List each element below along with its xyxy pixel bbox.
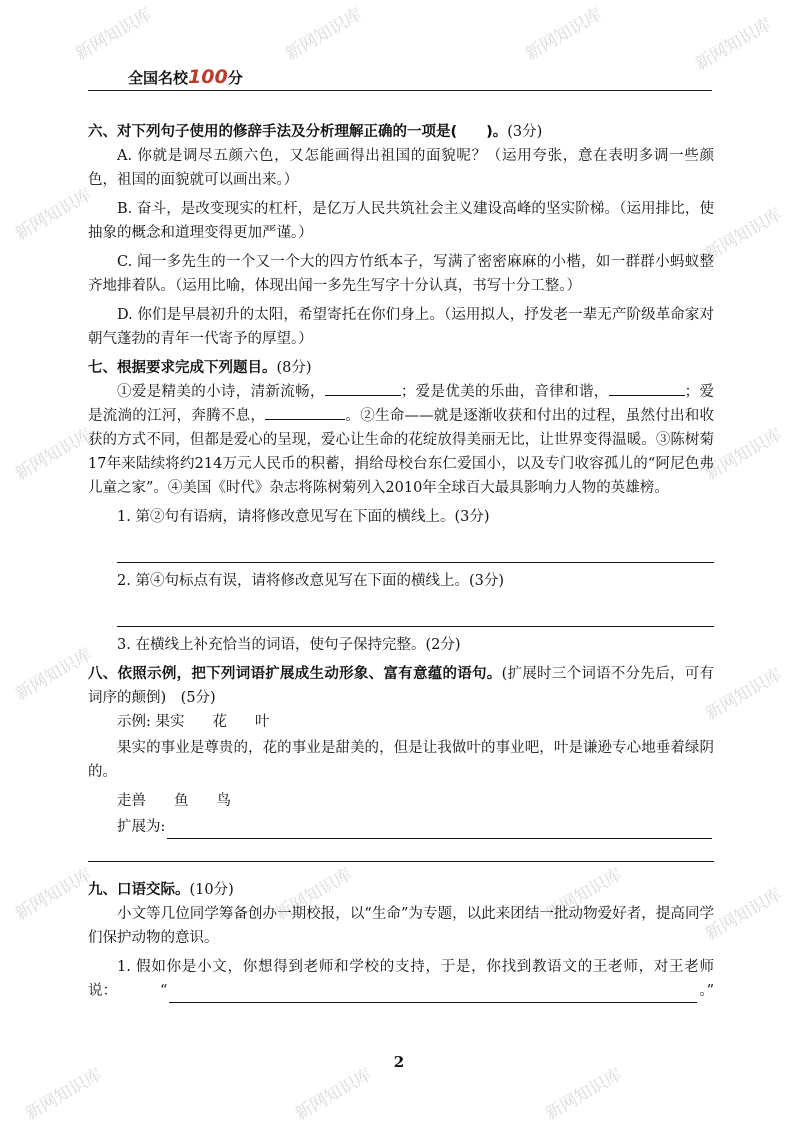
q8-example-words: 示例: 果实 花 叶 xyxy=(117,714,270,730)
q7-sub-2: 2. 第④句标点有误，请将修改意见写在下面的横线上。(3分) xyxy=(117,573,504,589)
brand-100: 100 xyxy=(188,66,228,88)
watermark: 新网知识库 xyxy=(701,884,786,945)
q8-task-words: 走兽 鱼 鸟 xyxy=(117,793,231,809)
watermark: 新网知识库 xyxy=(691,14,776,75)
watermark: 新网知识库 xyxy=(701,664,786,725)
q8-title: 八、依照示例，把下列词语扩展成生动形象、富有意蕴的语句。(扩展时三个词语不分先后，可有词序的颠倒) (5分) xyxy=(88,666,714,706)
watermark: 新网知识库 xyxy=(11,424,96,485)
brand-suffix: 分 xyxy=(227,69,243,87)
watermark: 新网知识库 xyxy=(281,4,366,65)
q9-answer-row xyxy=(160,979,714,1003)
fill-blank-1[interactable] xyxy=(325,381,401,396)
brand-prefix: 全国名校 xyxy=(128,69,189,87)
watermark: 新网知识库 xyxy=(541,864,626,925)
watermark: 新网知识库 xyxy=(271,864,356,925)
q9-title: 九、口语交际。(10分) xyxy=(88,882,234,898)
q7-sub-2-answer-line[interactable] xyxy=(117,598,714,627)
header-rule xyxy=(88,90,712,91)
q9-answer-line[interactable] xyxy=(169,984,697,1003)
watermark: 新网知识库 xyxy=(11,184,96,245)
q6-title: 六、对下列句子使用的修辞手法及分析理解正确的一项是( )。(3分) xyxy=(88,124,543,140)
quote-open: “ xyxy=(160,983,168,999)
page-number: 2 xyxy=(393,1053,405,1071)
q8-expand-answer-line[interactable] xyxy=(167,820,712,839)
q7-passage: ①爱是精美的小诗，清新流畅， ；爱是优美的乐曲，音律和谐， ；爱是流淌的江河，奔腾不息， 。②生命——就是逐渐收获和付出的过程，虽然付出和收获的方式不同，但都是爱心的呈现，爱心让生命的花绽放得美丽无比，让世界变得温暖。③陈树菊17年来陆续将约214万元人民币的积蓄，捐给母校台东仁爱国小，以及专门收容孤儿的“阿尼色弗儿童之家”。④美国《时代》杂志将陈树菊列入2010年全球百大最具影响力人物的英雄榜。 xyxy=(88,380,714,500)
q8-example-text: 果实的事业是尊贵的，花的事业是甜美的，但是让我做叶的事业吧，叶是谦逊专心地垂着绿阴的。 xyxy=(88,740,714,780)
watermark: 新网知识库 xyxy=(11,864,96,925)
watermark: 新网知识库 xyxy=(291,1064,376,1125)
q7-title: 七、根据要求完成下列题目。(8分) xyxy=(88,360,312,376)
q6-option-d: D. 你们是早晨初升的太阳，希望寄托在你们身上。（运用拟人，抒发老一辈无产阶级革命家对朝气蓬勃的青年一代寄予的厚望。） xyxy=(88,307,714,347)
q9-sub-1: 1. 假如你是小文，你想得到老师和学校的支持，于是，你找到教语文的王老师，对王老师说： xyxy=(88,959,714,999)
fill-blank-3[interactable] xyxy=(265,405,345,420)
watermark: 新网知识库 xyxy=(71,4,156,65)
watermark: 新网知识库 xyxy=(521,4,606,65)
quote-close: 。” xyxy=(699,983,714,999)
q8-expand-label: 扩展为: xyxy=(117,819,166,835)
watermark: 新网知识库 xyxy=(21,1064,106,1125)
watermark: 新网知识库 xyxy=(541,1064,626,1125)
q6-option-b: B. 奋斗，是改变现实的杠杆，是亿万人民共筑社会主义建设高峰的坚实阶梯。（运用排比，使抽象的概念和道理变得更加严谨。） xyxy=(88,201,714,241)
q7-sub-1-answer-line[interactable] xyxy=(117,534,714,563)
fill-blank-2[interactable] xyxy=(609,381,685,396)
q7-sub-3: 3. 在横线上补充恰当的词语，使句子保持完整。(2分) xyxy=(117,637,461,653)
q9-intro: 小文等几位同学筹备创办一期校报，以“生命”为专题，以此来团结一批动物爱好者，提高同学们保护动物的意识。 xyxy=(88,906,714,946)
q8-expand-answer-line-2[interactable] xyxy=(88,839,714,862)
watermark: 新网知识库 xyxy=(701,424,786,485)
document-body xyxy=(88,120,714,1003)
q8-expand-row xyxy=(117,815,714,839)
watermark: 新网知识库 xyxy=(701,204,786,265)
q6-option-c: C. 闻一多先生的一个又一个大的四方竹纸本子，写满了密密麻麻的小楷，如一群群小蚂蚁整齐地排着队。（运用比喻，体现出闻一多先生写字十分认真，书写十分工整。） xyxy=(88,254,714,294)
q6-option-a: A. 你就是调尽五颜六色，又怎能画得出祖国的面貌呢？（运用夸张，意在表明多调一些颜色，祖国的面貌就可以画出来。） xyxy=(88,148,714,188)
page-header xyxy=(128,66,243,88)
watermark: 新网知识库 xyxy=(11,644,96,705)
q7-sub-1: 1. 第②句有语病，请将修改意见写在下面的横线上。(3分) xyxy=(117,509,490,525)
